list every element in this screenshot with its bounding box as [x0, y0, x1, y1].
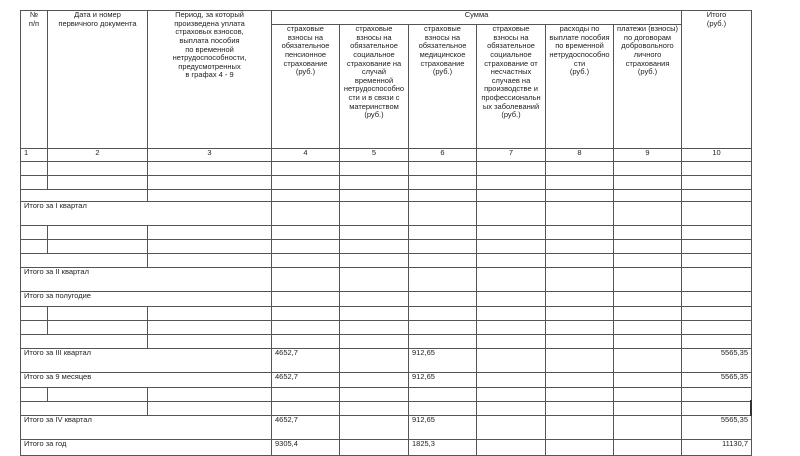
table-row [21, 335, 752, 349]
header-sum: Сумма [272, 11, 682, 25]
header-col-5: страховые взносы на обязательное социальное страхование на случай временной нетрудоспособно сти и в связи с материнством (руб.) [340, 25, 409, 149]
total-row-q1 [21, 202, 752, 226]
column-number: 9 [614, 149, 682, 162]
table-row [21, 254, 752, 268]
pension-value: 4652,7 [272, 416, 340, 440]
header-col-1: № п/п [21, 11, 48, 149]
table-row [21, 240, 752, 254]
table-row [21, 190, 752, 202]
table-row [21, 402, 752, 416]
column-number: 7 [477, 149, 546, 162]
total-label: Итого за III квартал [21, 349, 272, 373]
table-row [21, 176, 752, 190]
cell-edge-marker [750, 400, 752, 416]
total-label: Итого за I квартал [21, 202, 272, 226]
medical-value: 912,65 [409, 416, 477, 440]
total-row-q3 [21, 349, 752, 373]
column-number: 10 [682, 149, 752, 162]
pension-value: 4652,7 [272, 373, 340, 388]
header-col-2: Дата и номер первичного документа [48, 11, 148, 149]
header-row [21, 11, 752, 25]
header-col-10: Итого (руб.) [682, 11, 752, 149]
total-label: Итого за 9 месяцев [21, 373, 272, 388]
column-number: 3 [148, 149, 272, 162]
header-col-9: платежи (взносы) по договорам добровольного личного страхования (руб.) [614, 25, 682, 149]
table-row [21, 321, 752, 335]
total-label: Итого за год [21, 440, 272, 456]
header-col-3: Период, за который произведена уплата страховых взносов, выплата пособия по временной нетрудоспособности, предусмотренных в графах 4 - 9 [148, 11, 272, 149]
header-col-7: страховые взносы на обязательное социальное страхование от несчастных случаев на производстве и профессиональн ых заболеваний (руб.) [477, 25, 546, 149]
pension-value: 4652,7 [272, 349, 340, 373]
total-value: 5565,35 [682, 373, 752, 388]
table-row [21, 226, 752, 240]
column-number: 4 [272, 149, 340, 162]
total-label: Итого за полугодие [21, 292, 272, 307]
total-row-q4 [21, 416, 752, 440]
medical-value: 912,65 [409, 373, 477, 388]
total-label: Итого за IV квартал [21, 416, 272, 440]
total-row-9-months [21, 373, 752, 388]
table-row [21, 307, 752, 321]
column-number: 1 [21, 149, 48, 162]
column-number: 6 [409, 149, 477, 162]
column-number: 5 [340, 149, 409, 162]
table-row [21, 162, 752, 176]
header-col-4: страховые взносы на обязательное пенсионное страхование (руб.) [272, 25, 340, 149]
table-row [21, 388, 752, 402]
total-label: Итого за II квартал [21, 268, 272, 292]
header-col-8: расходы по выплате пособия по временной нетрудоспособно сти (руб.) [546, 25, 614, 149]
expense-ledger-sheet [20, 10, 752, 456]
medical-value: 912,65 [409, 349, 477, 373]
total-value: 5565,35 [682, 349, 752, 373]
header-col-6: страховые взносы на обязательное медицинское страхование (руб.) [409, 25, 477, 149]
total-row-q2 [21, 268, 752, 292]
total-row-year [21, 440, 752, 456]
total-value: 11130,7 [682, 440, 752, 456]
medical-value: 1825,3 [409, 440, 477, 456]
total-row-half-year [21, 292, 752, 307]
pension-value: 9305,4 [272, 440, 340, 456]
total-value: 5565,35 [682, 416, 752, 440]
column-number: 8 [546, 149, 614, 162]
column-number: 2 [48, 149, 148, 162]
column-numbers-row [21, 149, 752, 162]
expense-ledger-table [20, 10, 752, 456]
